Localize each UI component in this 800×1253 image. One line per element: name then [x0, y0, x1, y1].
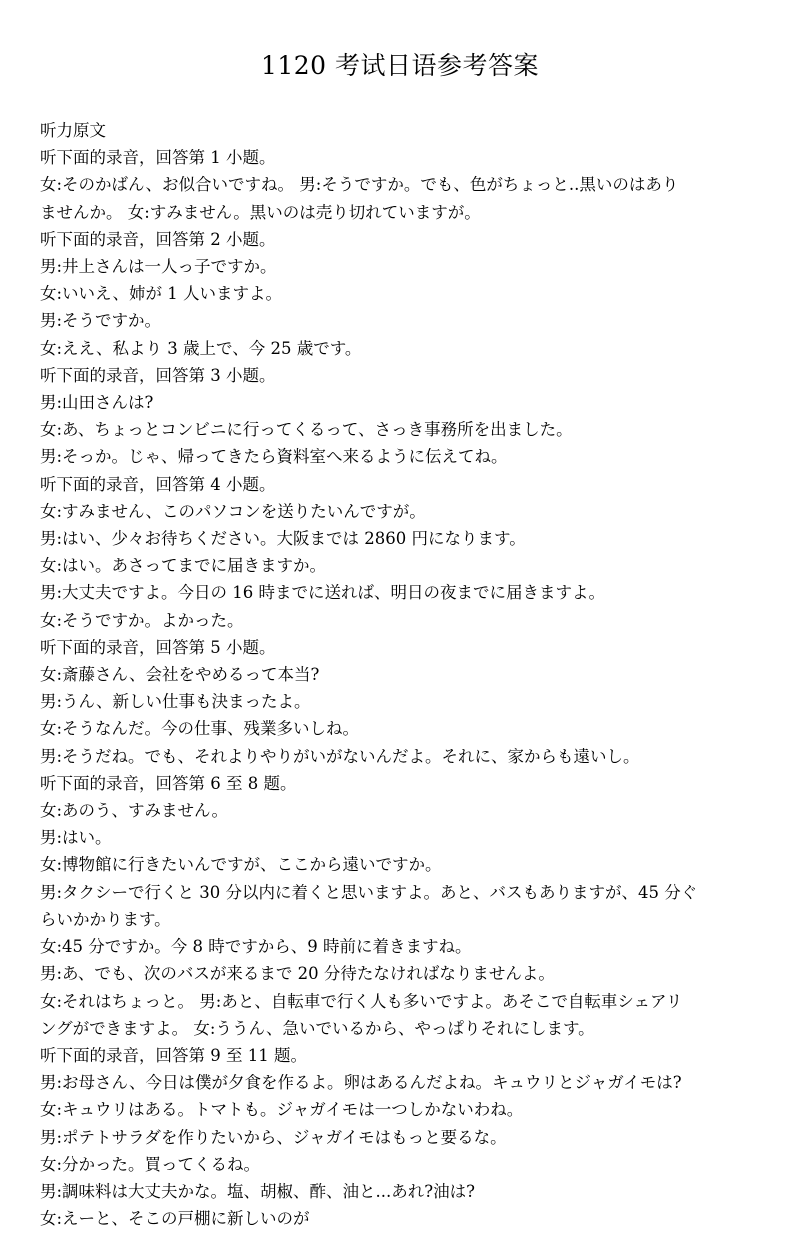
transcript-line: 听下面的录音，回答第 1 小题。 — [40, 148, 276, 168]
transcript-line: らいかかります。 — [40, 909, 171, 929]
transcript-line: 男:そうだね。でも、それよりやりがいがないんだよ。それに、家からも遠いし。 — [40, 746, 640, 766]
document-title: 1120 考试日语参考答案 — [260, 51, 540, 80]
transcript-line: 男:あ、でも、次のバスが来るまで 20 分待たなければなりませんよ。 — [40, 964, 555, 984]
transcript-line: 女:あ、ちょっとコンビニに行ってくるって、さっき事務所を出ました。 — [40, 420, 573, 440]
transcript-body — [40, 117, 780, 1232]
transcript-line: 男:タクシーで行くと 30 分以内に着くと思いますよ。あと、バスもありますが、45 分ぐ — [40, 882, 698, 902]
transcript-line: 男:山田さんは? — [40, 393, 154, 413]
transcript-line: 女:えーと、そこの戸棚に新しいのが — [40, 1209, 310, 1229]
transcript-line: 女:はい。あさってまでに届きますか。 — [40, 556, 327, 576]
transcript-line: 女:ええ、私より 3 歳上で、今 25 歳です。 — [40, 338, 362, 358]
transcript-line: 听下面的录音，回答第 2 小题。 — [40, 229, 276, 249]
transcript-line: 女:博物館に行きたいんですが、ここから遠いですか。 — [40, 855, 442, 875]
transcript-line: 男:お母さん、今日は僕が夕食を作るよ。卵はあるんだよね。キュウリとジャガイモは? — [40, 1073, 682, 1093]
transcript-line: 女:そうですか。よかった。 — [40, 610, 244, 630]
transcript-line: 听下面的录音，回答第 4 小题。 — [40, 474, 276, 494]
transcript-line: 女:そうなんだ。今の仕事、残業多いしね。 — [40, 719, 360, 739]
transcript-line: 女:45 分ですか。今 8 時ですから、9 時前に着きますね。 — [40, 937, 472, 957]
transcript-line: 女:あのう、すみません。 — [40, 801, 229, 821]
transcript-line: 女:それはちょっと。 男:あと、自転車で行く人も多いですよ。あそこで自転車シェアリ — [40, 991, 683, 1011]
transcript-line: 女:キュウリはある。トマトも。ジャガイモは一つしかないわね。 — [40, 1100, 524, 1120]
transcript-line: 女:分かった。買ってくるね。 — [40, 1154, 261, 1174]
transcript-line: 女:そのかばん、お似合いですね。 男:そうですか。でも、色がちょっと..黒いのはあり — [40, 175, 679, 195]
transcript-line: ングができますよ。 女:ううん、急いでいるから、やっぱりそれにします。 — [40, 1018, 595, 1038]
transcript-line: 听下面的录音，回答第 6 至 8 题。 — [40, 773, 297, 793]
transcript-line: ませんか。 女:すみません。黒いのは売り切れていますが。 — [40, 202, 481, 222]
transcript-line: 女:いいえ、姉が 1 人いますよ。 — [40, 284, 283, 304]
transcript-line: 男:そっか。じゃ、帰ってきたら資料室へ来るように伝えてね。 — [40, 447, 508, 467]
transcript-line: 女:斎藤さん、会社をやめるって本当? — [40, 665, 320, 685]
transcript-line: 男:井上さんは一人っ子ですか。 — [40, 257, 277, 277]
transcript-line: 听力原文 — [40, 121, 106, 140]
transcript-line: 听下面的录音，回答第 3 小题。 — [40, 365, 276, 385]
transcript-line: 男:そうですか。 — [40, 311, 162, 331]
transcript-line: 男:はい、少々お待ちください。大阪までは 2860 円になります。 — [40, 529, 526, 549]
transcript-line: 听下面的录音，回答第 9 至 11 题。 — [40, 1045, 307, 1065]
transcript-line: 女:すみません、このパソコンを送りたいんですが。 — [40, 501, 426, 521]
transcript-line: 男:うん、新しい仕事も決まったよ。 — [40, 692, 311, 712]
transcript-line: 男:大丈夫ですよ。今日の 16 時までに送れば、明日の夜までに届きますよ。 — [40, 583, 606, 603]
transcript-line: 听下面的录音，回答第 5 小题。 — [40, 637, 276, 657]
transcript-line: 男:調味料は大丈夫かな。塩、胡椒、酢、油と...あれ?油は? — [40, 1181, 475, 1201]
transcript-line: 男:ポテトサラダを作りたいから、ジャガイモはもっと要るな。 — [40, 1127, 507, 1147]
transcript-line: 男:はい。 — [40, 828, 112, 848]
